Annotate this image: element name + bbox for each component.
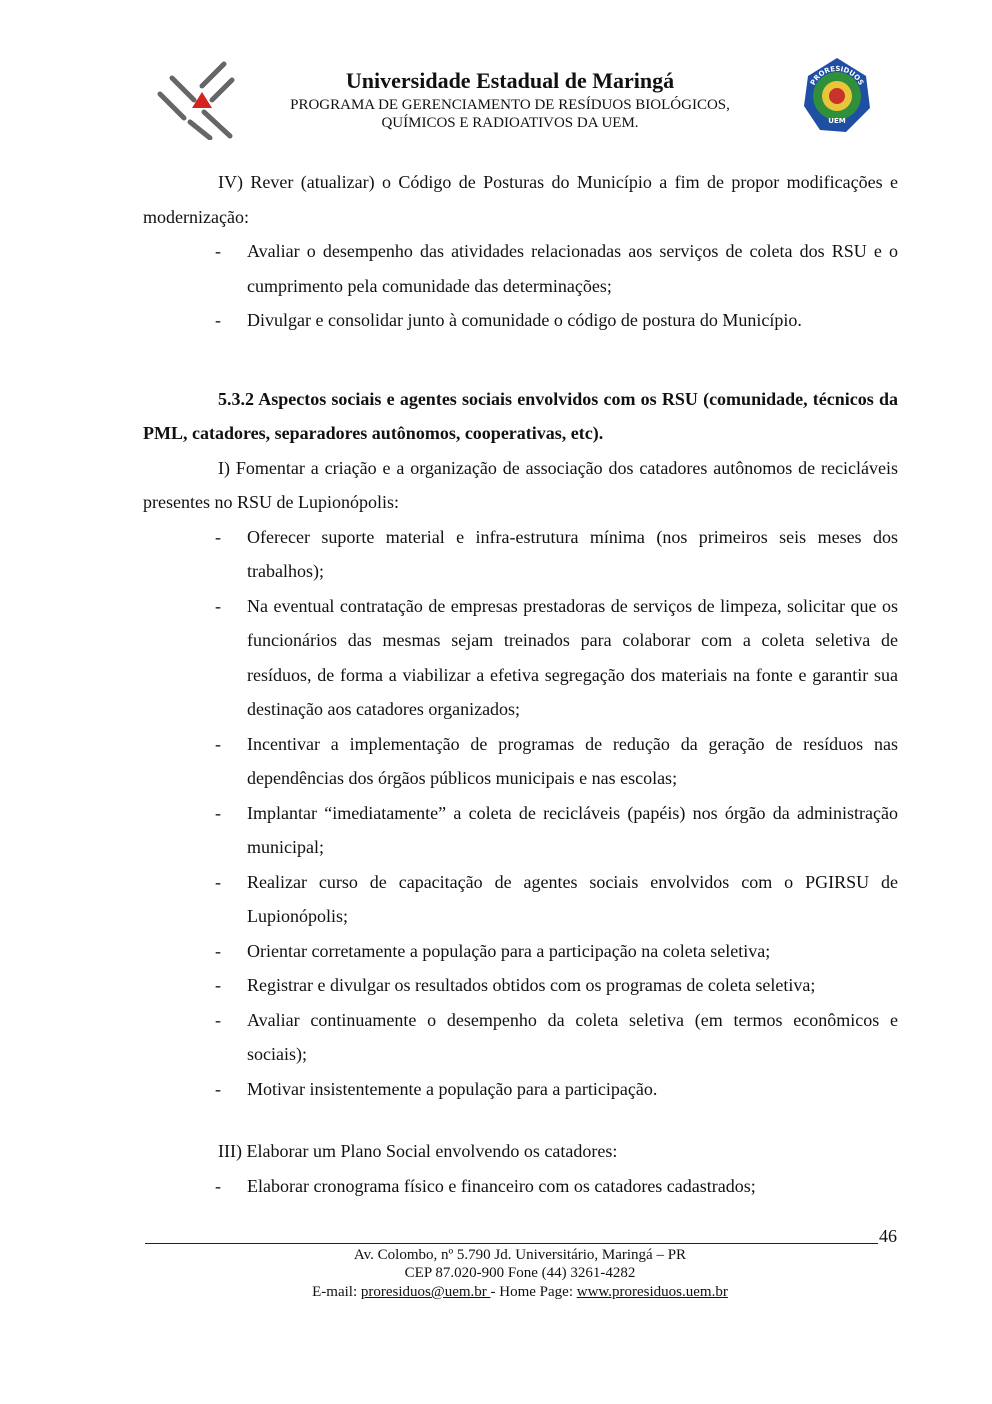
section-iv-intro: IV) Rever (atualizar) o Código de Posturas do Município a fim de propor modificações e modernização: — [143, 172, 898, 227]
bullet-dash: - — [215, 940, 221, 961]
bullet-dash: - — [215, 310, 221, 330]
logo-text-top: PRORESIDUOS — [808, 64, 866, 87]
list-item: - Registrar e divulgar os resultados obtidos com os programas de coleta seletiva; — [143, 968, 898, 1003]
bullet-dash: - — [215, 1175, 221, 1196]
email-link[interactable]: proresiduos@uem.br — [360, 1284, 491, 1300]
bullet-dash: - — [215, 733, 221, 754]
homepage-link[interactable]: www.proresiduos.uem.br — [576, 1284, 728, 1300]
logo-text-bottom: UEM — [828, 117, 846, 125]
list-item: - Incentivar a implementação de programas de redução da geração de resíduos nas dependências dos órgãos públicos municipais e nas escolas; — [143, 727, 898, 796]
homepage-label: - Home Page: — [490, 1284, 577, 1300]
bullet-dash: - — [215, 871, 221, 892]
page-number: 46 — [879, 1226, 897, 1246]
email-label: E-mail: — [312, 1284, 361, 1300]
list-item: - Divulgar e consolidar junto à comunidade o código de postura do Município. — [143, 303, 898, 338]
section-i-intro: I) Fomentar a criação e a organização de associação dos catadores autônomos de recicláveis presentes no RSU de Lupionópolis: — [143, 457, 898, 512]
list-item: - Orientar corretamente a população para a participação na coleta seletiva; — [143, 934, 898, 969]
footer-divider — [145, 1243, 878, 1244]
bullet-dash: - — [215, 975, 221, 995]
bullet-dash: - — [215, 526, 221, 547]
list-item: - Oferecer suporte material e infra-estrutura mínima (nos primeiros seis meses dos trabalhos); — [143, 520, 898, 589]
program-name-line2: QUÍMICOS E RADIOATIVOS DA UEM. — [381, 115, 639, 131]
program-name-line1: PROGRAMA DE GERENCIAMENTO DE RESÍDUOS BIOLÓGICOS, — [290, 97, 730, 113]
bullet-dash: - — [215, 241, 221, 261]
list-item: - Motivar insistentemente a população para a participação. — [143, 1072, 898, 1107]
list-item: - Elaborar cronograma físico e financeiro com os catadores cadastrados; — [143, 1169, 898, 1204]
section-iii-intro: III) Elaborar um Plano Social envolvendo os catadores: — [218, 1141, 618, 1161]
list-item: - Avaliar o desempenho das atividades relacionadas aos serviços de coleta dos RSU e o cumprimento pela comunidade das determinações; — [143, 234, 898, 303]
section-heading: 5.3.2 Aspectos sociais e agentes sociais envolvidos com os RSU (comunidade, técnicos da PML, catadores, separadores autônomos, cooperativas, etc). — [143, 388, 898, 443]
list-item: - Avaliar continuamente o desempenho da coleta seletiva (em termos econômicos e sociais); — [143, 1003, 898, 1072]
bullet-dash: - — [215, 1009, 221, 1030]
list-item: - Realizar curso de capacitação de agentes sociais envolvidos com o PGIRSU de Lupionópolis; — [143, 865, 898, 934]
bullet-dash: - — [215, 1078, 221, 1099]
proresiduos-logo-icon — [800, 56, 874, 136]
university-name: Universidade Estadual de Maringá — [345, 68, 675, 93]
list-item: - Implantar “imediatamente” a coleta de recicláveis (papéis) nos órgão da administração municipal; — [143, 796, 898, 865]
footer-address: Av. Colombo, nº 5.790 Jd. Universitário, Maringá – PR — [353, 1247, 687, 1263]
page-header — [150, 52, 870, 152]
bullet-dash: - — [215, 595, 221, 616]
list-item: - Na eventual contratação de empresas prestadoras de serviços de limpeza, solicitar que os funcionários das mesmas sejam treinados para colaborar com a coleta seletiva de resíduos, de forma a viabilizar a efetiva segregação dos materiais na fonte e garantir sua destinação aos catadores organizados; — [143, 589, 898, 727]
page-body — [143, 165, 898, 1203]
bullet-dash: - — [215, 802, 221, 823]
footer-contact — [145, 1283, 895, 1301]
footer-cep-phone: CEP 87.020-900 Fone (44) 3261-4282 — [404, 1265, 636, 1281]
